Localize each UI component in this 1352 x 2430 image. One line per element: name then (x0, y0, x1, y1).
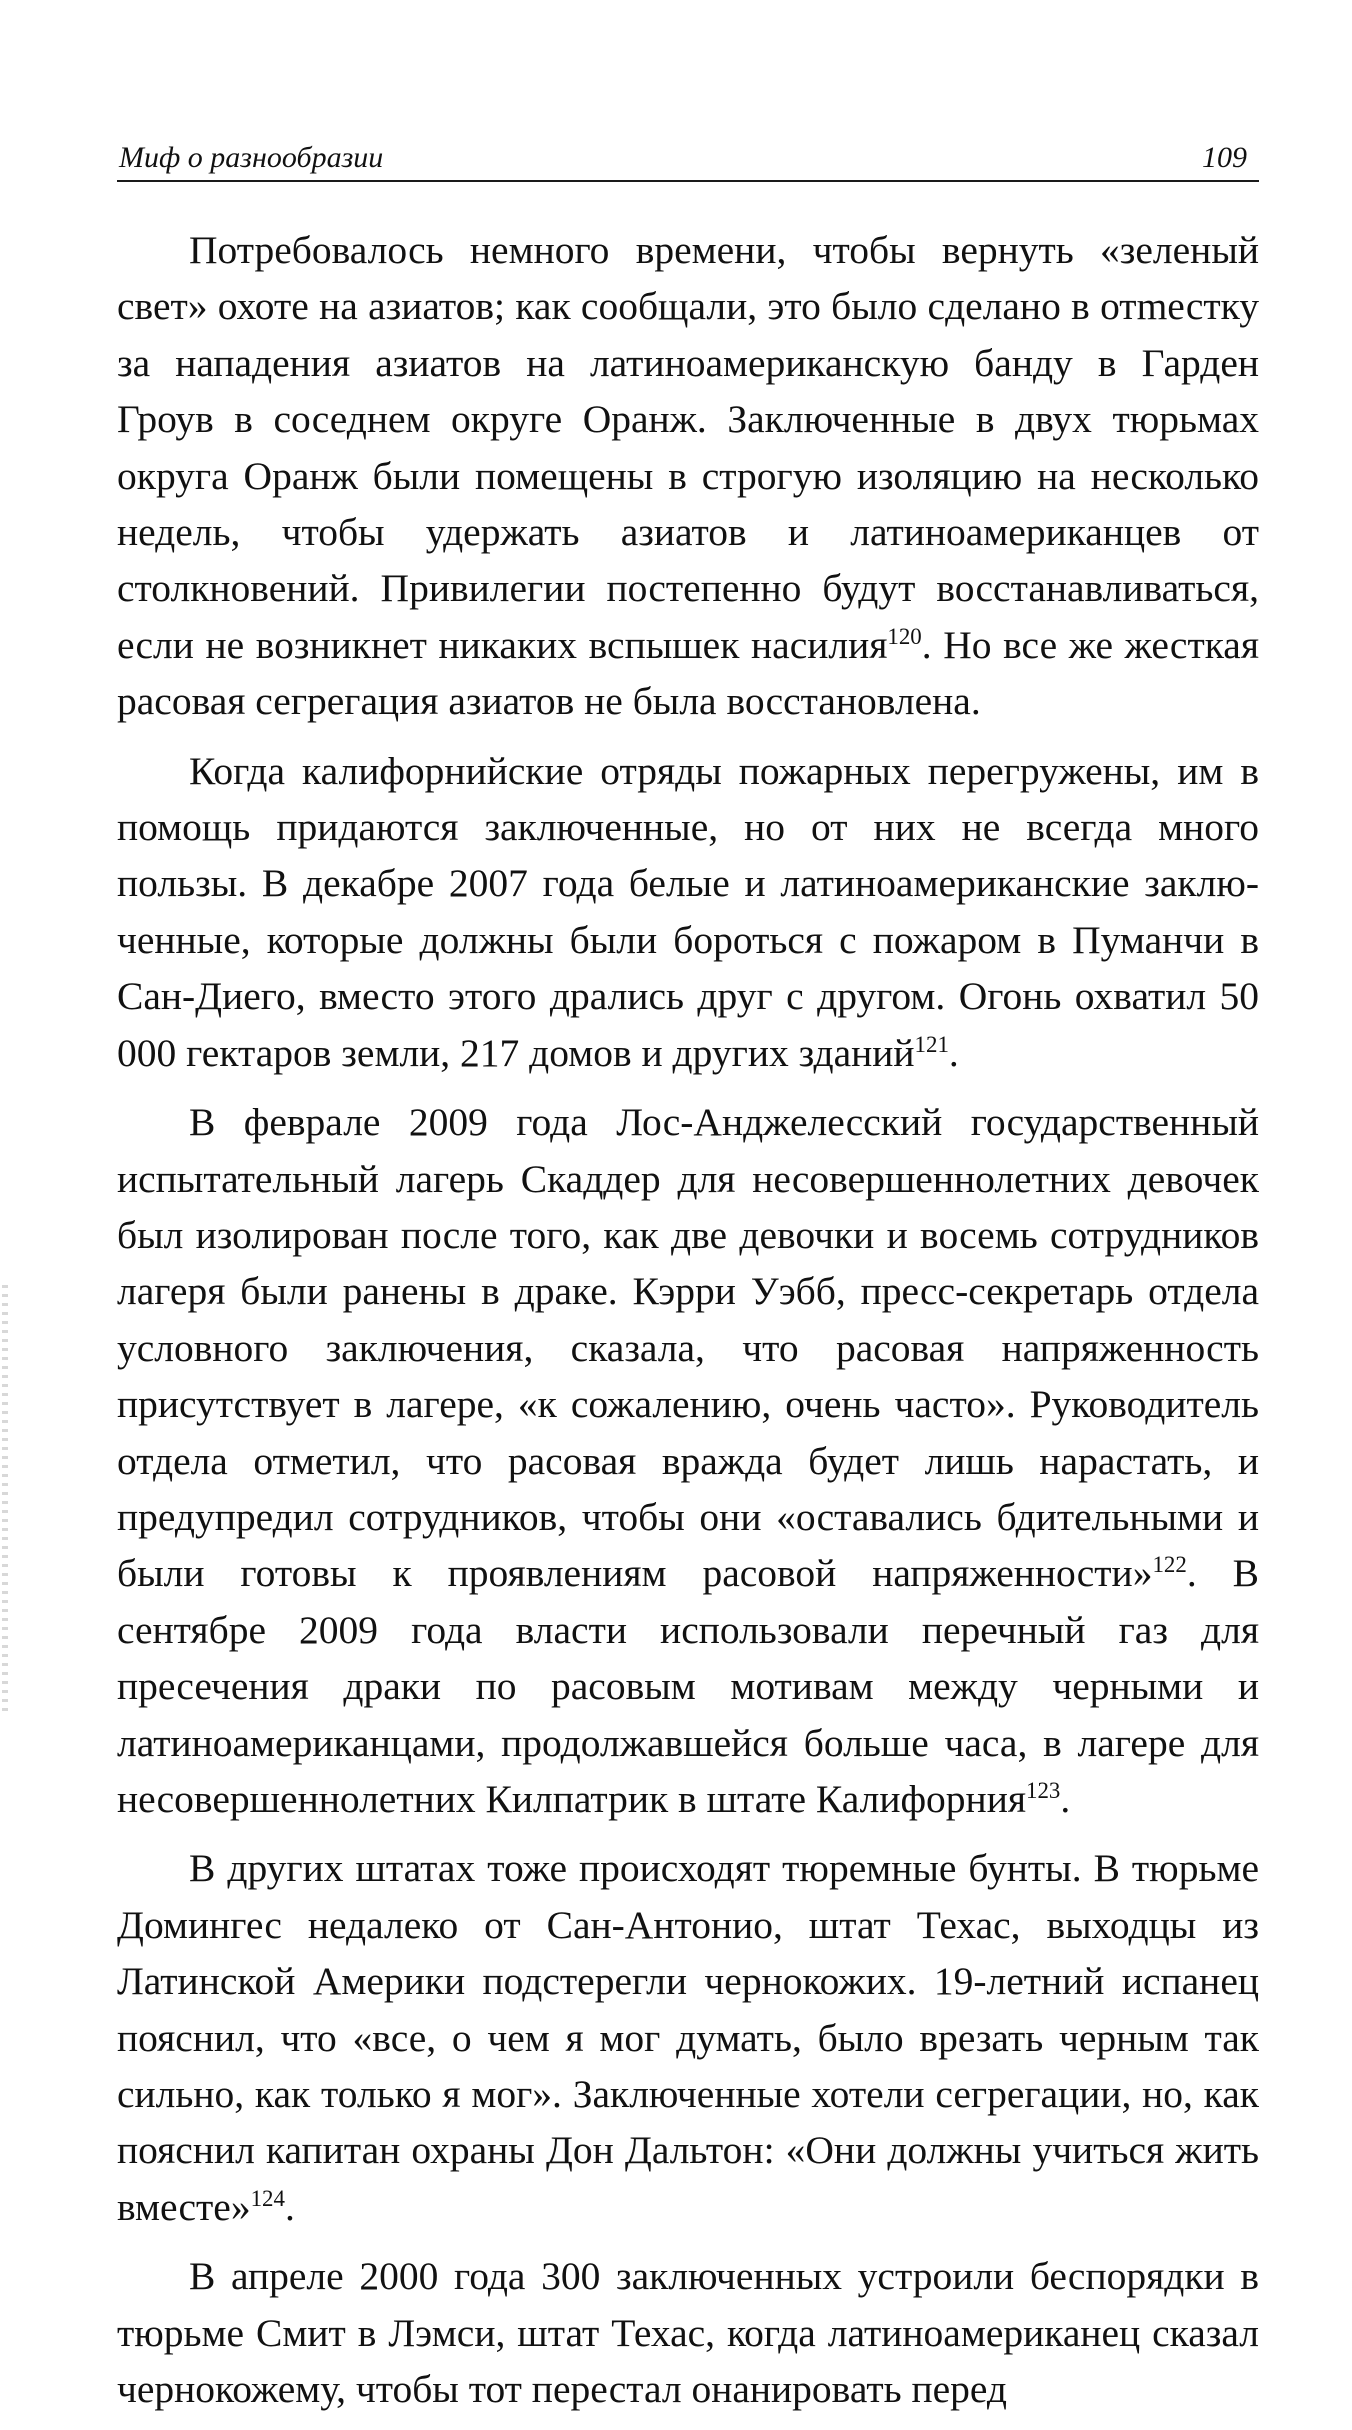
running-title: Миф о разнообразии (119, 141, 384, 174)
paragraph (117, 2248, 1259, 2417)
paragraph (117, 1840, 1259, 2235)
text-segment: В других штатах тоже происходят тюремные бунты. В тюрьме Домингес недалеко от Сан-Антонио, штат Техас, выходцы из Латинской Америки подстерегли чернокожих. 19-летний испанец пояснил, что «все, о чем я мог думать, было врезать черным так сильно, как только я мог». Заключенные хотели сегрегации, но, как пояснил капитан охраны Дон Дальтон: «Они должны учиться жить вместе» (117, 1846, 1259, 2229)
scan-margin-marks (2, 1285, 8, 1715)
running-header (117, 140, 1259, 182)
footnote-ref: 122 (1152, 1552, 1187, 1578)
book-page (117, 140, 1259, 2430)
paragraph (117, 1094, 1259, 1827)
footnote-ref: 124 (250, 2185, 285, 2211)
text-segment: . (284, 2184, 295, 2229)
page-number: 109 (1202, 141, 1247, 174)
text-segment: . В сентябре 2009 года власти использовали перечный газ для пресечения драки по расовым мотивам между черными и латиноамериканцами, продолжавшейся больше часа, в лагере для несовершеннолетних Килпатрик в штате Калифорния (117, 1551, 1259, 1821)
text-segment: . (948, 1030, 959, 1075)
text-segment: В апреле 2000 года 300 заключенных устроили беспорядки в тюрьме Смит в Лэмси, штат Техас, когда латиноамериканец сказал чернокожему, чтобы тот перестал онанировать перед (117, 2254, 1259, 2412)
body-text (117, 222, 1259, 2417)
text-segment: Потребовалось немного времени, чтобы вернуть «зеленый свет» охоте на азиатов; как сообщали, это было сделано в отmестку за нападения азиатов на латиноамериканскую банду в Гарден Гроув в соседнем округе Оранж. Заключенные в двух тюрьмах округа Оранж были помещены в строгую изоляцию на несколько недель, чтобы удержать азиатов и латиноамериканцев от столкновений. Привилегии постепенно будут восстанавливаться, если не возникнет никаких вспышек насилия (117, 228, 1259, 667)
paragraph (117, 222, 1259, 730)
footnote-ref: 121 (914, 1031, 949, 1057)
footnote-ref: 120 (887, 623, 922, 649)
footnote-ref: 123 (1026, 1777, 1061, 1803)
paragraph (117, 743, 1259, 1081)
text-segment: . Но все же жесткая расовая сегрегация азиатов не была восстановлена. (117, 622, 1260, 724)
text-segment: В феврале 2009 года Лос-Анджелесский государственный испытательный лагерь Скаддер для несовершеннолетних девочек был изолирован после того, как две девочки и восемь сотрудников лагеря были ранены в драке. Кэрри Уэбб, пресс-секретарь отдела условного заключения, сказала, что расовая напряженность присутствует в лагере, «к сожалению, очень часто». Руководитель отдела отметил, что расовая вражда будет лишь нарастать, и предупредил сотрудников, чтобы они «оставались бдительными и были готовы к проявлениям расовой напряженности» (117, 1100, 1259, 1596)
text-segment: . (1060, 1776, 1071, 1821)
text-segment: Когда калифорнийские отряды пожарных перегружены, им в помощь придаются заключенные, но от них не всегда много пользы. В декабре 2007 года белые и латиноамериканские заключенные, которые должны были бороться с пожаром в Пуманчи в Сан-Диего, вместо этого дрались друг с другом. Огонь охватил 50 000 гектаров земли, 217 домов и других зданий (117, 748, 1259, 1075)
